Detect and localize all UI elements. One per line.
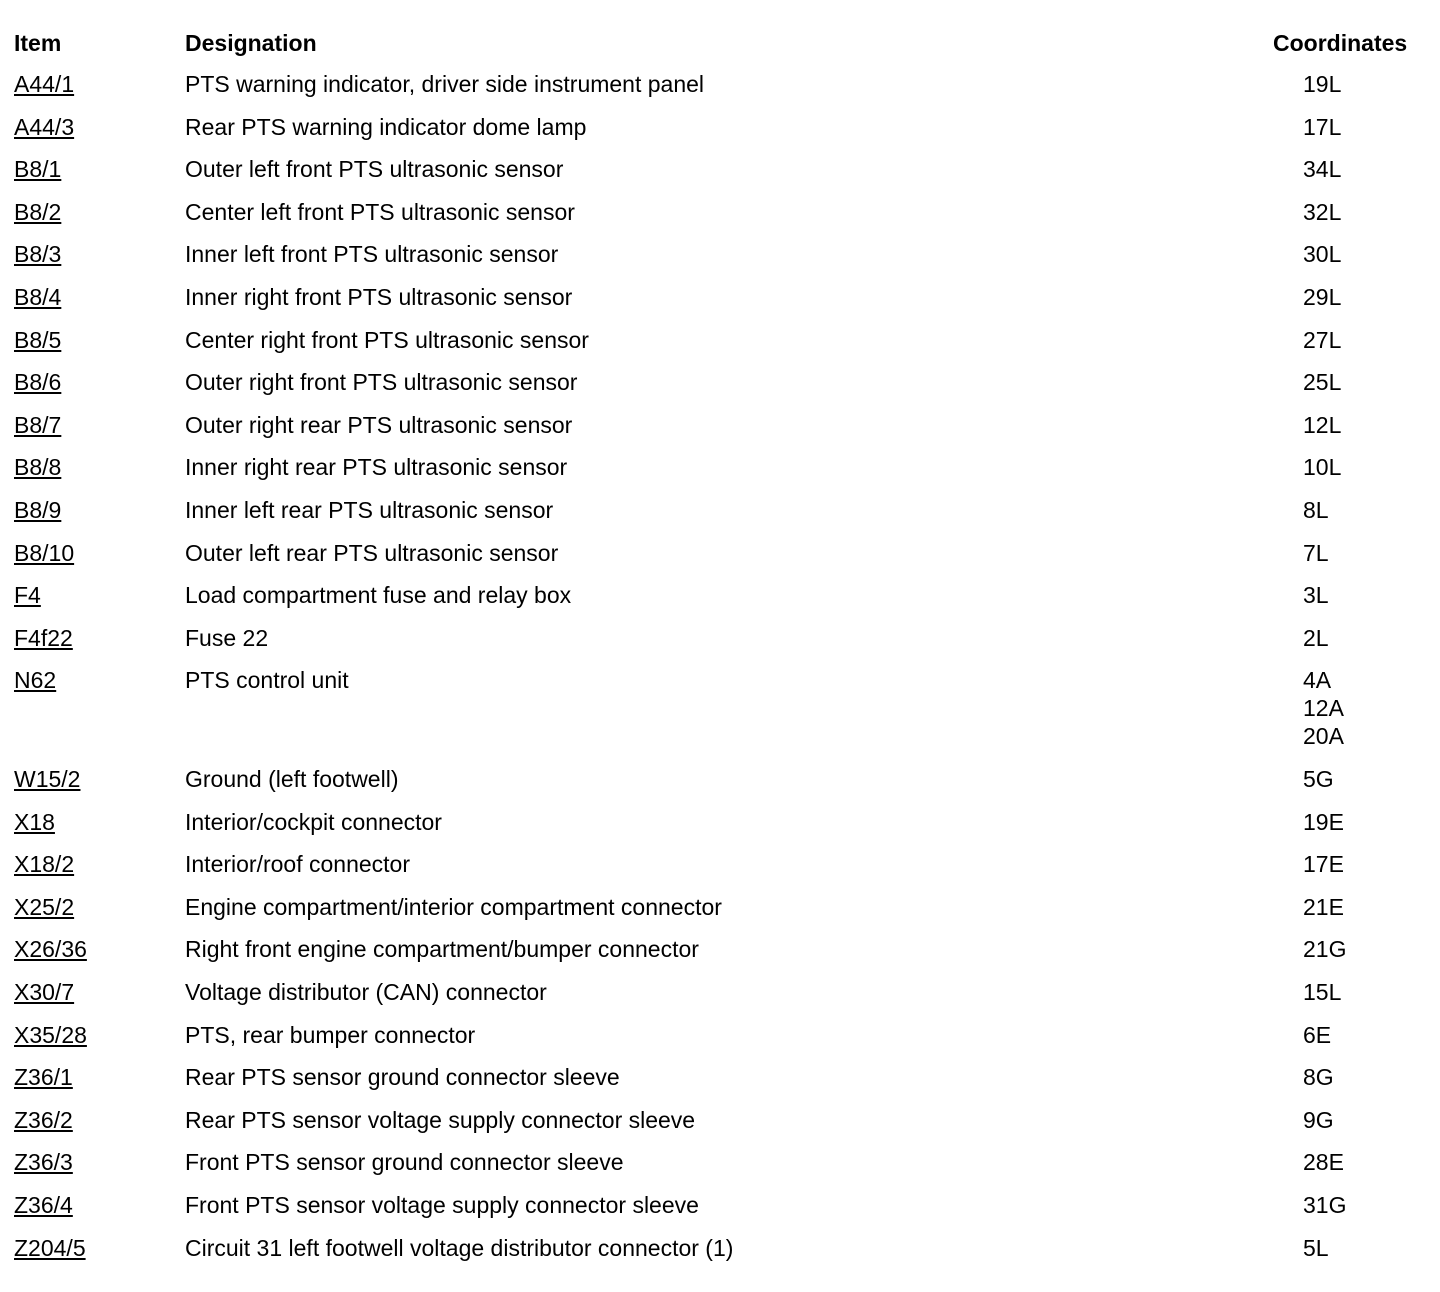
coordinates-cell (1303, 411, 1341, 439)
coordinates-cell (1303, 198, 1341, 226)
coordinate-value: 27L (1303, 326, 1342, 353)
coordinate-value: 17E (1303, 851, 1344, 878)
item-link[interactable]: B8/2 (14, 198, 62, 225)
coordinates-cell (1303, 155, 1341, 183)
item-link[interactable]: X25/2 (14, 893, 75, 920)
item-link[interactable]: Z36/3 (14, 1149, 73, 1176)
coordinate-value: 34L (1303, 156, 1342, 183)
coordinate-value: 15L (1303, 979, 1342, 1005)
coordinates-cell (1303, 1106, 1334, 1134)
designation-text: Fuse 22 (185, 624, 269, 651)
coordinates-cell (1303, 1234, 1329, 1262)
designation-text: Center right front PTS ultrasonic sensor (185, 326, 589, 353)
coordinate-value: 30L (1303, 241, 1342, 268)
coordinates-cell (1303, 1063, 1334, 1091)
item-link[interactable]: B8/4 (14, 284, 62, 310)
coordinate-value: 28E (1303, 1149, 1344, 1176)
item-link[interactable]: Z204/5 (14, 1234, 86, 1261)
item-link[interactable]: N62 (14, 667, 57, 694)
designation-text: Rear PTS sensor ground connector sleeve (185, 1064, 620, 1091)
designation-text: PTS, rear bumper connector (185, 1021, 476, 1048)
coordinates-cell (1303, 113, 1341, 141)
item-link[interactable]: B8/5 (14, 326, 62, 353)
header-item: Item (14, 30, 62, 56)
designation-text: Inner left rear PTS ultrasonic sensor (185, 497, 554, 523)
coordinates-cell (1303, 581, 1329, 609)
coordinate-value: 7L (1303, 539, 1329, 566)
coordinates-cell (1303, 1191, 1346, 1219)
coordinates-cell (1303, 496, 1329, 524)
item-link[interactable]: X30/7 (14, 979, 75, 1005)
coordinate-value: 20A (1303, 723, 1344, 750)
designation-text: Rear PTS warning indicator dome lamp (185, 113, 587, 140)
coordinates-cell (1303, 1021, 1331, 1049)
designation-text: Rear PTS sensor voltage supply connector sleeve (185, 1106, 696, 1133)
coordinate-value: 10L (1303, 454, 1342, 481)
coordinates-cell (1303, 978, 1341, 1006)
item-link[interactable]: B8/1 (14, 156, 62, 183)
item-link[interactable]: X26/36 (14, 936, 87, 963)
designation-text: Ground (left footwell) (185, 766, 399, 792)
coordinate-value: 19L (1303, 71, 1342, 97)
coordinates-cell (1303, 368, 1341, 396)
coordinates-cell (1303, 624, 1329, 652)
designation-text: Interior/roof connector (185, 851, 411, 878)
designation-text: Inner left front PTS ultrasonic sensor (185, 241, 559, 268)
designation-text: PTS warning indicator, driver side instrument panel (185, 71, 705, 97)
designation-text: Circuit 31 left footwell voltage distributor connector (1) (185, 1234, 734, 1261)
item-link[interactable]: Z36/4 (14, 1192, 73, 1218)
coordinates-cell (1303, 1148, 1344, 1176)
item-link[interactable]: B8/3 (14, 241, 62, 268)
coordinates-cell (1303, 283, 1341, 311)
coordinate-value: 29L (1303, 284, 1342, 310)
designation-text: Right front engine compartment/bumper connector (185, 936, 699, 963)
item-link[interactable]: X18 (14, 808, 55, 835)
component-legend-table (14, 27, 1424, 1261)
item-link[interactable]: B8/8 (14, 454, 62, 481)
coordinates-cell (1303, 539, 1329, 567)
item-link[interactable]: X35/28 (14, 1021, 87, 1048)
coordinate-value: 8G (1303, 1064, 1334, 1091)
item-link[interactable]: B8/6 (14, 369, 62, 396)
coordinate-value: 17L (1303, 113, 1342, 140)
item-link[interactable]: B8/10 (14, 539, 75, 566)
designation-text: Voltage distributor (CAN) connector (185, 979, 547, 1005)
designation-text: Front PTS sensor ground connector sleeve (185, 1149, 624, 1176)
coordinates-cell (1303, 893, 1344, 921)
designation-text: Inner right front PTS ultrasonic sensor (185, 284, 573, 310)
item-link[interactable]: F4f22 (14, 624, 73, 651)
designation-text: Outer left rear PTS ultrasonic sensor (185, 539, 559, 566)
coordinate-value: 5G (1303, 766, 1334, 792)
designation-text: Load compartment fuse and relay box (185, 582, 572, 609)
designation-text: Outer right rear PTS ultrasonic sensor (185, 411, 573, 438)
designation-text: Outer left front PTS ultrasonic sensor (185, 156, 564, 183)
coordinate-value: 31G (1303, 1192, 1347, 1218)
coordinate-value: 8L (1303, 497, 1329, 523)
designation-text: Center left front PTS ultrasonic sensor (185, 198, 575, 225)
header-coordinates: Coordinates (1273, 30, 1408, 56)
coordinate-value: 32L (1303, 198, 1342, 225)
designation-text: Engine compartment/interior compartment connector (185, 893, 722, 920)
coordinate-value: 21G (1303, 936, 1347, 963)
item-link[interactable]: B8/7 (14, 411, 62, 438)
item-link[interactable]: Z36/2 (14, 1106, 73, 1133)
coordinate-value: 21E (1303, 893, 1344, 920)
designation-text: Outer right front PTS ultrasonic sensor (185, 369, 578, 396)
coordinates-cell (1303, 70, 1341, 98)
item-link[interactable]: W15/2 (14, 766, 81, 792)
coordinates-cell (1303, 453, 1341, 481)
coordinates-cell (1303, 666, 1344, 750)
coordinates-cell (1303, 850, 1344, 878)
coordinates-cell (1303, 326, 1341, 354)
item-link[interactable]: B8/9 (14, 497, 62, 523)
item-link[interactable]: Z36/1 (14, 1064, 73, 1091)
coordinates-cell (1303, 935, 1346, 963)
item-link[interactable]: F4 (14, 582, 41, 609)
coordinate-value: 5L (1303, 1234, 1329, 1261)
coordinate-value: 4A (1303, 667, 1332, 694)
coordinate-value: 3L (1303, 582, 1329, 609)
designation-text: Interior/cockpit connector (185, 808, 442, 835)
table-header-row (14, 27, 1424, 59)
coordinate-value: 9G (1303, 1106, 1334, 1133)
coordinates-cell (1303, 240, 1341, 268)
designation-text: PTS control unit (185, 667, 349, 694)
designation-text: Front PTS sensor voltage supply connector sleeve (185, 1192, 699, 1218)
header-designation: Designation (185, 30, 317, 56)
coordinate-value: 19E (1303, 808, 1344, 835)
coordinate-value: 12L (1303, 411, 1342, 438)
designation-text: Inner right rear PTS ultrasonic sensor (185, 454, 568, 481)
item-link[interactable]: X18/2 (14, 851, 75, 878)
item-link[interactable]: A44/3 (14, 113, 75, 140)
coordinate-value: 2L (1303, 624, 1329, 651)
coordinate-value: 6E (1303, 1021, 1332, 1048)
coordinates-cell (1303, 765, 1334, 793)
item-link[interactable]: A44/1 (14, 71, 75, 97)
coordinate-value: 12A (1303, 695, 1344, 722)
coordinate-value: 25L (1303, 369, 1342, 396)
coordinates-cell (1303, 808, 1344, 836)
